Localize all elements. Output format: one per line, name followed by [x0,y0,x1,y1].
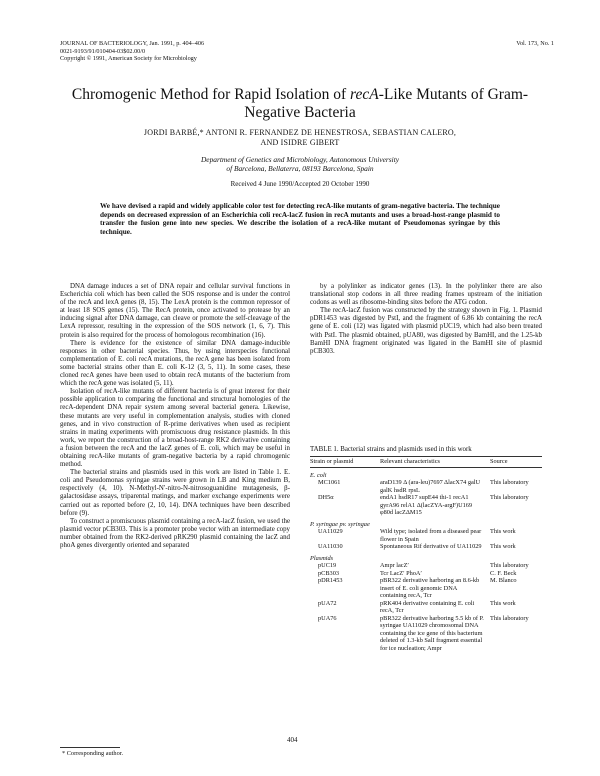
author-list [70,128,530,148]
title-italic-gene: recA [350,86,379,103]
table-cell-source: This laboratory [490,614,529,622]
table-cell-source: This laboratory [490,562,529,569]
footnote: * Corresponding author. [62,750,124,757]
table-row [310,479,542,494]
col-header-characteristics: Relevant characteristics [380,457,490,468]
table-cell-strain: pUC19 [318,562,337,569]
affiliation-line-2: of Barcelona, Bellaterra, 08193 Barcelona, Spain [226,164,374,173]
table-section-label: E. coli [310,471,327,479]
table-cell-characteristics: araD139 Δ (ara-leu)7697 ΔlacX74 galU galK hsdR rpsL [380,479,481,494]
table-section-label: P. syringae pv. syringae [310,520,370,528]
table-row [310,562,542,570]
paragraph: To construct a promiscuous plasmid containing a recA-lacZ fusion, we used the plasmid vector pCB303. This is a promoter probe vector with an intermediate copy number obtained from the RK2-derived pRK290 plasmid containing the lacZ and phoA genes divergently oriented and separated [60,517,290,549]
table-cell-strain: pDR1453 [318,577,343,584]
table-row [310,577,542,600]
table-cell-source: This laboratory [490,494,529,501]
table-cell-strain: MC1061 [318,479,341,486]
table-cell-characteristics: pRK404 derivative containing E. coli recA, Tcr [380,599,475,614]
received-dates: Received 4 June 1990/Accepted 20 October 1990 [230,180,370,188]
table-section-row [310,517,542,529]
authors-line-1: JORDI BARBÉ,* ANTONI R. FERNANDEZ DE HENESTROSA, SEBASTIAN CALERO, [143,128,457,137]
table-cell-source: This work [490,528,516,535]
issn-line: 0021-9193/91/010404-03$02.00/0 [60,47,146,55]
table-title: TABLE 1. Bacterial strains and plasmids used in this work [310,446,472,453]
table-row [310,600,542,615]
paragraph: The recA-lacZ fusion was constructed by the strategy shown in Fig. 1. Plasmid pDR1453 was digested by PstI, and the fragment of 6.86 kb containing the recA gene of E. coli (12) was ligated with plasmid pUC19, which had also been treated with PstI. The plasmid obtained, pUA80, was digested by BamHI, and the 1.25-kb BamHI DNA fragment originated was ligated in the BamHI site of plasmid pCB303. [310,307,542,355]
table-cell-characteristics: Ampr lacZ′ [380,562,409,569]
table-cell-strain: pCB303 [318,569,339,577]
title-part-1: Chromogenic Method for Rapid Isolation of [71,86,351,103]
col-header-source: Source [490,457,542,468]
table-row [310,494,542,517]
table-cell-characteristics: Tcr LacZ′ PhoA′ [380,569,422,577]
running-header-left [60,40,360,63]
table-cell-strain: DH5α [318,494,334,501]
copyright-line: Copyright © 1991, American Society for Microbiology [60,55,197,63]
journal-citation: JOURNAL OF BACTERIOLOGY, Jan. 1991, p. 404–406 [60,40,205,47]
table-cell-characteristics: pBR322 derivative harboring an 8.6-kb insert of E. coli genomic DNA containing recA, Tcr [380,577,480,599]
col-header-strain: Strain or plasmid [310,457,380,468]
affiliation [70,155,530,173]
body-right-column [310,283,542,356]
table-header-row [310,457,542,468]
affiliation-line-1: Department of Genetics and Microbiology, Autonomous University [200,155,400,164]
paragraph: There is evidence for the existence of similar DNA damage-inducible responses in other bacterial species. Thus, by using interspecies functional complementation of E. coli recA mutations, the recA gene has been isolated from some bacterial strains other than E. coli K-12 (3, 5, 11). In some cases, these cloned recA genes have been used to obtain recA mutants of the bacterium from which the recA gene was isolated (5, 11). [60,339,290,388]
table-cell-source: M. Blanco [490,577,517,584]
table-cell-source: C. F. Beck [490,569,517,577]
table-row [310,570,542,578]
table-section-row [310,551,542,563]
paragraph: DNA damage induces a set of DNA repair and cellular survival functions in Escherichia coli which has been called the SOS response and is under the control of the recA and lexA genes (8, 15). The LexA protein is the common repressor of at least 18 SOS genes (15). The RecA protein, once activated to protease by an inducing signal after DNA damage, can cleave or promote the self-cleavage of the LexA repressor, resulting in the expression of the SOS network (1, 6, 7). This protein is also required for the process of homologous recombination (16). [60,283,290,339]
table-row [310,615,542,653]
table-cell-characteristics: Spontaneous Rif derivative of UA11029 [380,543,482,550]
table-cell-strain: UA11030 [318,543,343,550]
table-cell-characteristics: Wild type; isolated from a diseased pear flower in Spain [380,528,482,543]
table-cell-strain: pUA76 [318,614,337,622]
table-section-row [310,467,542,479]
footnote-rule [60,747,120,748]
paragraph: Isolation of recA-like mutants of different bacteria is of great interest for their possible application to comparing the functional and structural homologies of the recA-dependent DNA repair system among several bacterial genera. Likewise, these mutants are very useful in complementation analysis, studies with cloned genes, and in vivo construction of R-prime derivatives when used as recipient strains in mating experiments with promiscuous drug resistance plasmids. In this work, we report the construction of a broad-host-range RK2 derivative containing a fusion between the recA and the lacZ genes of E. coli, which may be useful in obtaining recA-like mutants of gram-negative bacteria by a rapid chromogenic method. [60,388,290,469]
table-row [310,528,542,543]
table-row [310,543,542,551]
paragraph: The bacterial strains and plasmids used in this work are listed in Table 1. E. coli and Pseudomonas syringae strains were grown in LB and King medium B, respectively (4, 10). N-Methyl-N′-nitro-N-nitrosoguanidine mutagenesis, β-galactosidase assays, triparental matings, and marker exchange experiments were carried out as reported before (2, 10, 14). DNA techniques have been described before (9). [60,469,290,517]
table-cell-strain: UA11029 [318,528,343,535]
table-cell-strain: pUA72 [318,599,337,607]
table-cell-source: This laboratory [490,479,529,486]
table-section-label: Plasmids [310,554,334,562]
body-left-column [60,283,290,550]
table-cell-source: This work [490,543,516,550]
authors-line-2: AND ISIDRE GIBERT [260,138,340,147]
paragraph: by a polylinker as indicator genes (13). In the polylinker there are also translational stop codons in all three reading frames upstream of the initiation codons as well as ribosome-binding sites before the ATG codon. [310,283,542,307]
abstract: We have devised a rapid and widely applicable color test for detecting recA-like mutants of gram-negative bacteria. The technique depends on decreased expression of an Escherichia coli recA-lacZ fusion in recA mutants and uses a broad-host-range plasmid to transfer the fusion gene into new species. We describe the isolation of a recA-like mutant of Pseudomonas syringae by this technique. [100,202,500,236]
volume-label: Vol. 173, No. 1 [516,40,554,47]
strains-table [310,456,542,652]
table-cell-characteristics: pBR322 derivative harboring 5.5 kb of P. syringae UA11029 chromosomal DNA containing the ice gene of this bacterium deleted of 1.3-kb SalI fragment essential for ice nucleation; Ampr [380,614,484,652]
title-part-2: -Like Mutants of Gram-Negative Bacteria [244,86,529,121]
table-cell-characteristics: endA1 hsdR17 supE44 thi-1 recA1 gyrA96 relA1 Δ(lacZYA-argF)U169 φ80d lacZΔM15 [380,494,473,516]
page-number: 404 [287,736,298,744]
table-cell-source: This work [490,599,516,607]
article-title [70,86,530,122]
